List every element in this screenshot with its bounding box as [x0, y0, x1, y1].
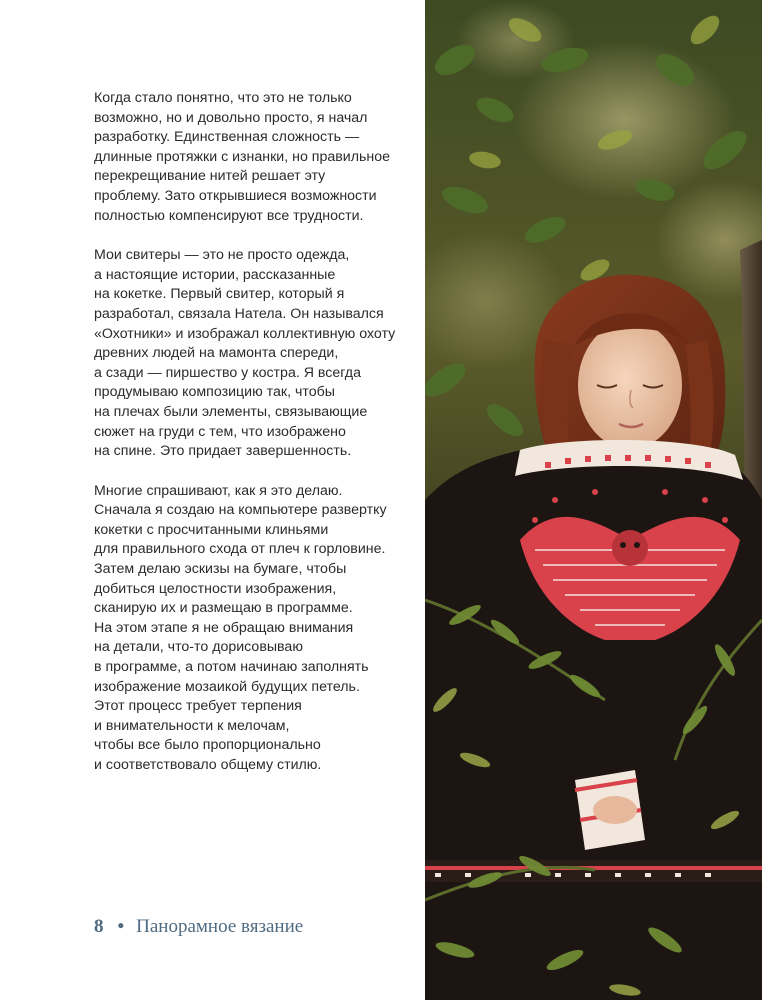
text-line: разработал, связала Натела. Он назывался — [94, 305, 384, 322]
text-line: полностью компенсируют все трудности. — [94, 207, 364, 224]
text-line: изображение мозаикой будущих петель. — [94, 678, 360, 695]
text-line: добиться целостности изображения, — [94, 580, 337, 597]
book-title: Панорамное вязание — [136, 916, 304, 937]
text-line: в программе, а потом начинаю заполнять — [94, 659, 369, 676]
body-text — [94, 89, 394, 796]
text-line: длинные протяжки с изнанки, но правильное — [94, 148, 390, 165]
photo-woman-in-sweater — [425, 0, 762, 1000]
paragraph-2 — [94, 246, 394, 462]
text-line: проблему. Зато открывшиеся возможности — [94, 187, 377, 204]
text-line: Сначала я создаю на компьютере развертку — [94, 502, 387, 519]
page-footer — [94, 916, 303, 938]
paragraph-1 — [94, 89, 394, 226]
page-number: 8 — [94, 916, 104, 937]
text-line: для правильного схода от плеч к горловине. — [94, 541, 386, 558]
text-line: продумываю композицию так, чтобы — [94, 384, 335, 401]
text-line: древних людей на мамонта спереди, — [94, 345, 339, 362]
text-line: Многие спрашивают, как я это делаю. — [94, 482, 343, 499]
text-line: а настоящие истории, рассказанные — [94, 266, 336, 283]
text-line: на плечах были элементы, связывающие — [94, 403, 368, 420]
text-line: возможно, но и довольно просто, я начал — [94, 109, 368, 126]
footer-separator: • — [117, 916, 125, 937]
text-line: Когда стало понятно, что это не только — [94, 90, 352, 106]
text-line: сканирую их и размещаю в программе. — [94, 600, 353, 617]
photo-illustration — [425, 0, 762, 1000]
text-line: а сзади — пиршество у костра. Я всегда — [94, 364, 361, 381]
text-line: перекрещивание нитей решает эту — [94, 168, 326, 185]
text-line: и внимательности к мелочам, — [94, 717, 290, 734]
text-line: на кокетке. Первый свитер, который я — [94, 286, 345, 303]
text-line: Мои свитеры — это не просто одежда, — [94, 247, 350, 264]
text-line: на спине. Это придает завершенность. — [94, 443, 352, 460]
text-line: разработку. Единственная сложность — — [94, 129, 360, 146]
text-line: Затем делаю эскизы на бумаге, чтобы — [94, 561, 347, 578]
text-line: на детали, что-то дорисовываю — [94, 639, 303, 656]
text-line: Этот процесс требует терпения — [94, 698, 302, 715]
paragraph-3 — [94, 482, 394, 776]
text-line: «Охотники» и изображал коллективную охоту — [94, 325, 396, 342]
text-line: и соответствовало общему стилю. — [94, 757, 322, 773]
text-line: сюжет на груди с тем, что изображено — [94, 423, 346, 440]
text-line: чтобы все было пропорционально — [94, 737, 321, 754]
text-line: кокетки с просчитанными клиньями — [94, 521, 329, 538]
text-line: На этом этапе я не обращаю внимания — [94, 619, 354, 636]
